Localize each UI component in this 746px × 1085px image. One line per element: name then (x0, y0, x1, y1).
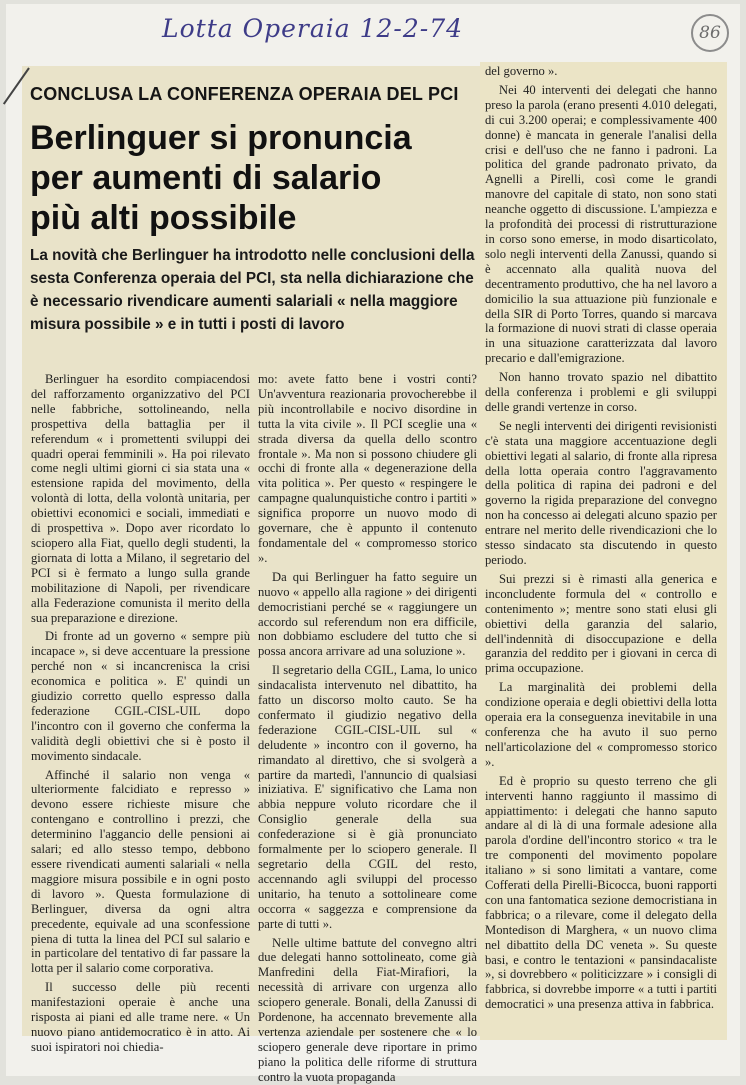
article-column-3 (485, 64, 717, 1038)
article-kicker: CONCLUSA LA CONFERENZA OPERAIA DEL PCI (30, 84, 459, 104)
paragraph: Sui prezzi si è rimasti alla generica e inconcludente formula del « controllo e contenimento »; mentre sono stati elusi gli obiettivi della garanzia del salario, dell'indennità di disoccupazione e della garanzia del reddito per i giovani in cerca di prima occupazione. (485, 571, 717, 676)
article-lede: La novità che Berlinguer ha introdotto nelle conclusioni della sesta Conferenza operaia del PCI, sta nella dichiarazione che è necessario rivendicare aumenti salariali « nella maggiore misura possibile » e in tutti i posti di lavoro (30, 247, 475, 333)
article-headline (30, 118, 478, 238)
paragraph: Ed è proprio su questo terreno che gli interventi hanno raggiunto il massimo di appiattimento: i delegati che hanno saputo andare al di là di una formale adesione alla parola d'ordine dell'incontro storico « tra le tre componenti del movimento popolare italiano » si sono limitati a vantare, come Cofferati della Pirelli-Bicocca, buoni rapporti con una fantomatica sezione democristiana in fabbrica; o a rilevare, come il delegato della Montedison di Marghera, « un nuovo clima nel dibattito della DC veneta ». Su queste basi, e contro le tentazioni « pansindacaliste », si dovrebbero « politicizzare » i consigli di fabbrica, si dovrebbe imporre « a tutti i partiti democratici » una presenza attiva in fabbrica. (485, 773, 717, 1012)
paragraph: Non hanno trovato spazio nel dibattito della conferenza i problemi e gli sviluppi delle grandi vertenze in corso. (485, 370, 717, 414)
paragraph: Se negli interventi dei dirigenti revisionisti c'è stata una maggiore accentuazione degli obiettivi legati al salario, di fronte alla ripresa della lotta operaia contro l'aggravamento della politica di rapina dei padroni e del governo la rigida preparazione del convegno non ha concesso ai delegati alcuno spazio per entrare nel merito delle rivendicazioni che lo stesso sindacato sta discutendo in questo periodo. (485, 418, 717, 567)
paragraph: Nei 40 interventi dei delegati che hanno preso la parola (erano presenti 4.010 delegati, di cui 3.200 operai; e complessivamente 400 donne) è mancata in generale l'analisi della crisi e dell'uso che ne fanno i padroni. La politica del grande padronato privato, da Agnelli a Pirelli, così come le grandi manovre del capitale di stato, non sono stati neanche oggetto di discussione. L'ampiezza e la profondità dei processi di ristrutturazione in corso sono emerse, in modo disarticolato, solo negli interventi della Zanussi, quando si è accennato alla qualità nuova del decentramento produttivo, che ha nel lavoro a domicilio la sua attuazione più funzionale e della SIR di Porto Torres, quando si marcava la formazione di nuovi strati di classe operaia in una situazione caratterizzata dal lavoro precario e dall'emigrazione. (485, 82, 717, 366)
paragraph: La marginalità dei problemi della condizione operaia e degli obiettivi della lotta operaia era la conseguenza inevitabile in una conferenza che ha avuto il suo perno nell'articolazione del « compromesso storico ». (485, 680, 717, 769)
paragraph: Il segretario della CGIL, Lama, lo unico sindacalista intervenuto nel dibattito, ha fatto un discorso molto cauto. Se ha confermato il giudizio negativo della federazione CGIL-CISL-UIL sul « deludente » incontro con il governo, ha rimandato al direttivo, che si svolgerà a partire da martedì, l'annuncio di qualsiasi iniziativa. E' significativo che Lama non abbia neppure voluto ricordare che il Consiglio generale della sua confederazione si è già pronunciato formalmente per lo sciopero generale. Il segretario della CGIL del resto, accennando agli sviluppi del processo unitario, ha tenuto a sottolineare come occorra « saggezza e comprensione da parte di tutti ». (258, 663, 477, 931)
paragraph: Di fronte ad un governo « sempre più incapace », si deve accentuare la pressione perché non « si incancrenisca la crisi economica e politica ». E' quindi un giudizio corretto quello espresso dalla federazione CGIL-CISL-UIL dopo l'incontro con il governo che conferma la validità degli obiettivi che si è posto il movimento sindacale. (31, 629, 250, 763)
paragraph: Da qui Berlinguer ha fatto seguire un nuovo « appello alla ragione » dei dirigenti democristiani perché se « raggiungere un accordo sul referendum non era difficile, non dobbiamo escludere del tutto che si possa ancora arrivare ad una soluzione ». (258, 569, 477, 659)
paragraph: mo: avete fatto bene i vostri conti? Un'avventura reazionaria provocherebbe il più incontrollabile e nocivo disordine in tutta la vita civile ». Il PCI sceglie una « strada diversa da quella dello scontro frontale ». Ma non si possono chiudere gli occhi di fronte alla « degenerazione della vita politica ». Per questo « respingere le campagne qualunquistiche contro i partiti » significa proporre un nuovo modo di governare, che è appunto il contenuto fondamentale del « compromesso storico ». (258, 372, 477, 565)
article-column-1 (31, 372, 250, 1054)
headline-line: per aumenti di salario (30, 159, 382, 197)
paragraph: Affinché il salario non venga « ulteriormente falcidiato e represso » devono essere richieste misure che contengano e controllino i prezzi, che determinino l'aggancio delle pensioni ai salari; ed allo stesso tempo, debbono essere rivendicati aumenti salariali « nella maggiore misura possibile e in ogni posto di lavoro ». Questa formulazione di Berlinguer, diversa da ogni altra precedente, equivale ad una sconfessione piena di tutta la linea del PCI sul salario e in particolare del tentativo di far passare la lotta per il salario come corporativa. (31, 767, 250, 976)
folio-number: 86 (691, 14, 729, 52)
paragraph: Berlinguer ha esordito compiacendosi del rafforzamento organizzativo del PCI nelle fabbriche, sottolineando, nella prospettiva della battaglia per il referendum « i promettenti sviluppi dei quadri operai femminili ». Ha poi rilevato come negli ultimi giorni ci sia stata una « estensione rapida del movimento, della volontà di lotta, della volontà unitaria, per obiettivi economici e sociali, immediati e di prospettiva ». Dopo aver ricordato lo sciopero alla Fiat, quello degli studenti, la giornata di lotta a Milano, il segretario del PCI si è fermato a lungo sulla grande mobilitazione di Napoli, per rivendicare alla Federazione comunista il merito della sua preparazione e direzione. (31, 372, 250, 625)
handwritten-note: Lotta Operaia 12-2-74 (162, 14, 464, 43)
headline-line: più alti possibile (30, 199, 297, 237)
headline-line: Berlinguer si pronuncia (30, 119, 412, 157)
article-column-2 (258, 372, 477, 1084)
paragraph: del governo ». (485, 64, 558, 78)
paragraph: Nelle ultime battute del convegno altri due delegati hanno sottolineato, come già Manfredini della Fiat-Mirafiori, la necessità di arrivare con urgenza allo sciopero generale. Bonali, della Zanussi di Pordenone, ha accennato brevemente alla vertenza aziendale per sostenere che « lo sciopero generale deve riportare in primo piano la politica delle riforme di struttura contro la vuota propaganda (258, 935, 477, 1084)
paragraph: Il successo delle più recenti manifestazioni operaie è anche una risposta ai piani ed alle trame nere. « Un nuovo piano antidemocratico è in atto. Ai suoi ispiratori noi chiedia- (31, 980, 250, 1054)
